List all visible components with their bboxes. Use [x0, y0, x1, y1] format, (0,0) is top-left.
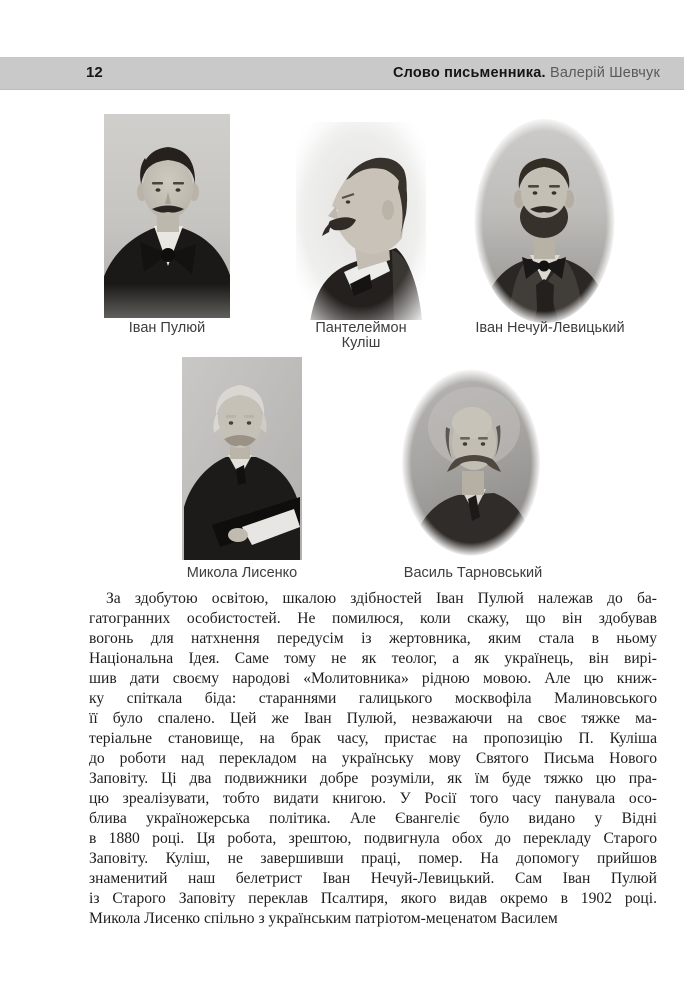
text-line: блива україножерська політика. Але Євангеліє було видано у Відні: [89, 810, 657, 827]
portrait-ivan-nechui-levytskyi-photo: [472, 115, 617, 327]
text-line: Національна Ідея. Саме тому не як теолог, а як українець, він вирі-: [89, 650, 657, 667]
text-line: Микола Лисенко спільно з українським патріотом-меценатом Василем: [89, 910, 558, 927]
caption-mykola-lysenko: Микола Лисенко: [186, 565, 298, 581]
page-number: 12: [86, 64, 103, 81]
text-line: За здобутою освітою, шкалою здібностей Іван Пулюй належав до ба-: [106, 590, 657, 607]
portrait-mykola-lysenko-photo: [182, 357, 302, 560]
portrait-vasyl-tarnovskyi-photo: [400, 367, 542, 558]
caption-ivan-nechui-levytskyi: Іван Нечуй-Левицький: [475, 320, 625, 336]
running-header-band: [0, 57, 684, 90]
running-title-series: Слово письменника.: [392, 65, 546, 81]
text-line: Заповіту. Куліш, не завершивши праці, помер. На допомогу прийшов: [89, 850, 657, 867]
text-line: знаменитий наш белетрист Іван Нечуй-Левицький. Сам Іван Пулюй: [89, 870, 657, 887]
text-line: вогонь для натхнення передусім із жертовника, яким стала в ньому: [89, 630, 657, 647]
text-line: Заповіту. Ці два подвижники добре розуміли, як їм буде тяжко цю пра-: [89, 770, 657, 787]
text-line: цю зреалізувати, тобто видати книгою. У Росії того часу панувала осо-: [89, 790, 657, 807]
running-title-author: Валерій Шевчук: [545, 65, 660, 81]
text-line: із Старого Заповіту переклав Псалтиря, якого видав окремо в 1902 році.: [89, 890, 657, 907]
caption-vasyl-tarnovskyi: Василь Тарновський: [403, 565, 543, 581]
running-title: [393, 57, 660, 89]
text-line: її було спалено. Цей же Іван Пулюй, незважаючи на своє тяжке ма-: [89, 710, 657, 727]
text-line: до роботи над перекладом на українську мову Святого Письма Нового: [89, 750, 657, 767]
text-line: в 1880 році. Ця робота, зрештою, подвигнула обох до перекладу Старого: [89, 830, 657, 847]
text-line: гатогранних особистостей. Не помилюся, коли скажу, що він здобував: [89, 610, 657, 627]
caption-ivan-puliui: Іван Пулюй: [128, 320, 206, 336]
body-paragraph: [89, 589, 657, 929]
text-line: шив дати своєму народові «Молитовника» рідною мовою. Але цю книж-: [89, 670, 657, 687]
portrait-ivan-puliui-photo: [104, 114, 230, 318]
caption-panteleimon-kulish: Пантелеймон Куліш: [315, 320, 407, 351]
text-line: ку спіткала біда: стараннями галицького москвофіла Малиновського: [89, 690, 657, 707]
portrait-panteleimon-kulish-photo: [296, 122, 426, 320]
text-line: теріальне становище, на брак часу, пристає на пропозицію П. Куліша: [89, 730, 657, 747]
